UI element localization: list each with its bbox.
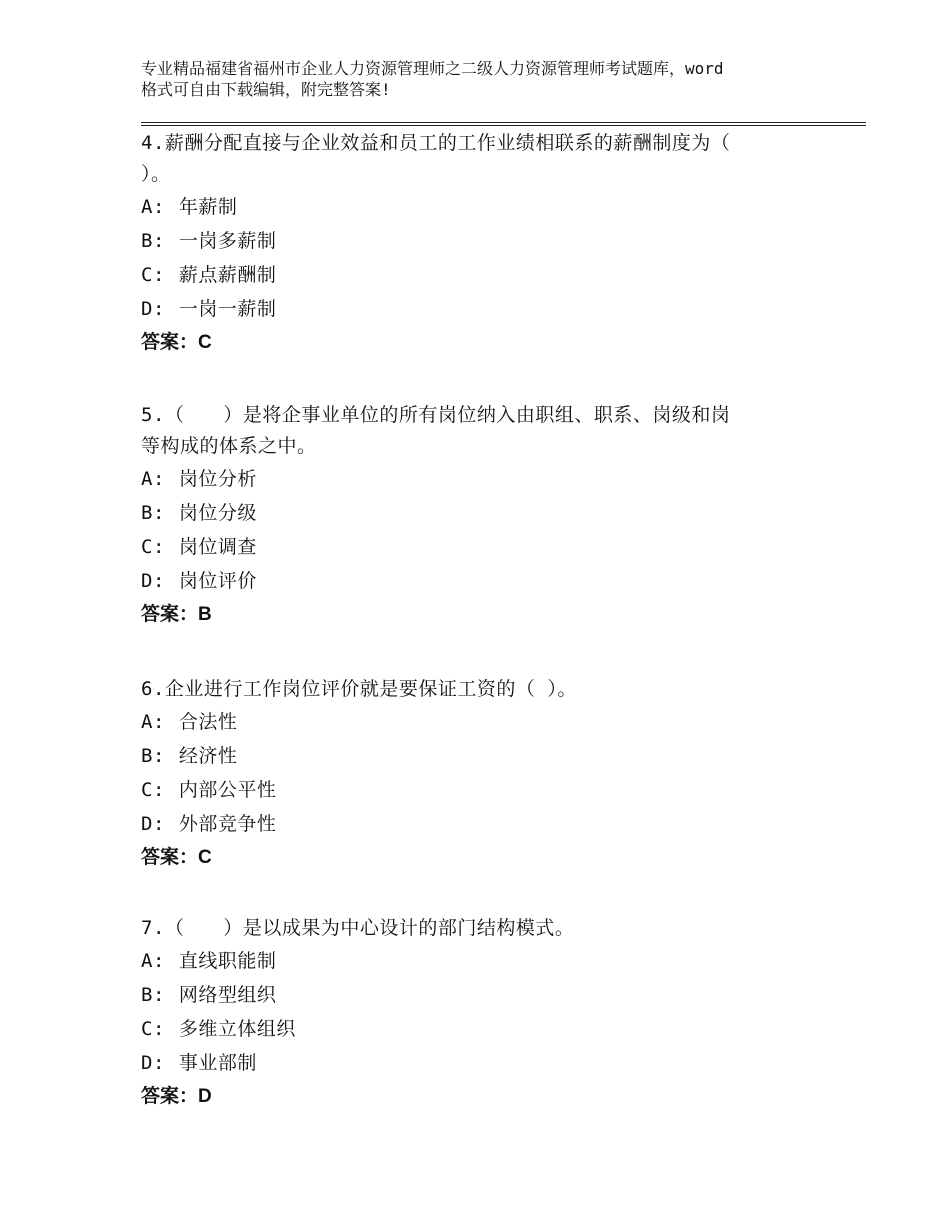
option-text: 经济性 [178, 745, 238, 767]
option-text: 薪点薪酬制 [178, 264, 277, 286]
answer-label: 答案：C [141, 332, 212, 353]
header-line-1: 专业精品福建省福州市企业人力资源管理师之二级人力资源管理师考试题库，word [141, 59, 724, 78]
option-letter: D: [141, 298, 165, 320]
option-text: 一岗多薪制 [178, 230, 277, 252]
question-stem-line-1: 7.（ ）是以成果为中心设计的部门结构模式。 [141, 917, 575, 939]
option-letter: B: [141, 230, 165, 252]
option-letter: A: [141, 468, 165, 490]
option-text: 多维立体组织 [178, 1018, 296, 1040]
option-d [141, 292, 821, 326]
option-a [141, 705, 821, 739]
option-letter: C: [141, 264, 165, 286]
option-text: 外部竞争性 [178, 813, 277, 835]
option-letter: D: [141, 813, 165, 835]
option-text: 岗位调查 [178, 536, 257, 558]
option-b [141, 978, 821, 1012]
question-stem-line-1: 5.（ ）是将企事业单位的所有岗位纳入由职组、职系、岗级和岗 [141, 404, 731, 426]
option-text: 岗位分析 [178, 468, 257, 490]
option-d [141, 564, 821, 598]
header-divider-top [141, 122, 866, 123]
option-text: 岗位分级 [178, 502, 257, 524]
option-letter: A: [141, 711, 165, 733]
option-d [141, 1046, 821, 1080]
option-letter: D: [141, 570, 165, 592]
header-line-2: 格式可自由下载编辑，附完整答案! [141, 80, 391, 99]
option-text: 年薪制 [178, 196, 238, 218]
option-b [141, 224, 821, 258]
option-text: 一岗一薪制 [178, 298, 277, 320]
option-letter: D: [141, 1052, 165, 1074]
option-letter: B: [141, 745, 165, 767]
option-c [141, 1012, 821, 1046]
option-letter: C: [141, 1018, 165, 1040]
question-stem-line-2: ）。 [141, 163, 171, 185]
option-a [141, 190, 821, 224]
option-letter: C: [141, 536, 165, 558]
header-divider-bottom [141, 125, 866, 126]
option-text: 内部公平性 [178, 779, 277, 801]
option-text: 岗位评价 [178, 570, 257, 592]
question-6 [141, 674, 821, 875]
option-a [141, 944, 821, 978]
option-text: 网络型组织 [178, 984, 277, 1006]
option-letter: A: [141, 950, 165, 972]
option-text: 直线职能制 [178, 950, 277, 972]
question-4 [141, 128, 821, 360]
option-a [141, 462, 821, 496]
option-d [141, 807, 821, 841]
option-letter: B: [141, 984, 165, 1006]
option-letter: B: [141, 502, 165, 524]
option-text: 合法性 [178, 711, 238, 733]
option-b [141, 739, 821, 773]
question-stem-line-1: 4.薪酬分配直接与企业效益和员工的工作业绩相联系的薪酬制度为（ [141, 132, 731, 154]
answer-label: 答案：B [141, 604, 212, 625]
answer-label: 答案：C [141, 847, 212, 868]
option-c [141, 258, 821, 292]
document-header [141, 58, 831, 100]
question-stem-line-1: 6.企业进行工作岗位评价就是要保证工资的（ ）。 [141, 678, 577, 700]
question-stem-line-2: 等构成的体系之中。 [141, 435, 317, 457]
question-5 [141, 400, 821, 632]
option-letter: A: [141, 196, 165, 218]
question-7 [141, 913, 821, 1114]
option-text: 事业部制 [178, 1052, 257, 1074]
option-b [141, 496, 821, 530]
option-c [141, 773, 821, 807]
option-letter: C: [141, 779, 165, 801]
answer-label: 答案：D [141, 1086, 212, 1107]
option-c [141, 530, 821, 564]
